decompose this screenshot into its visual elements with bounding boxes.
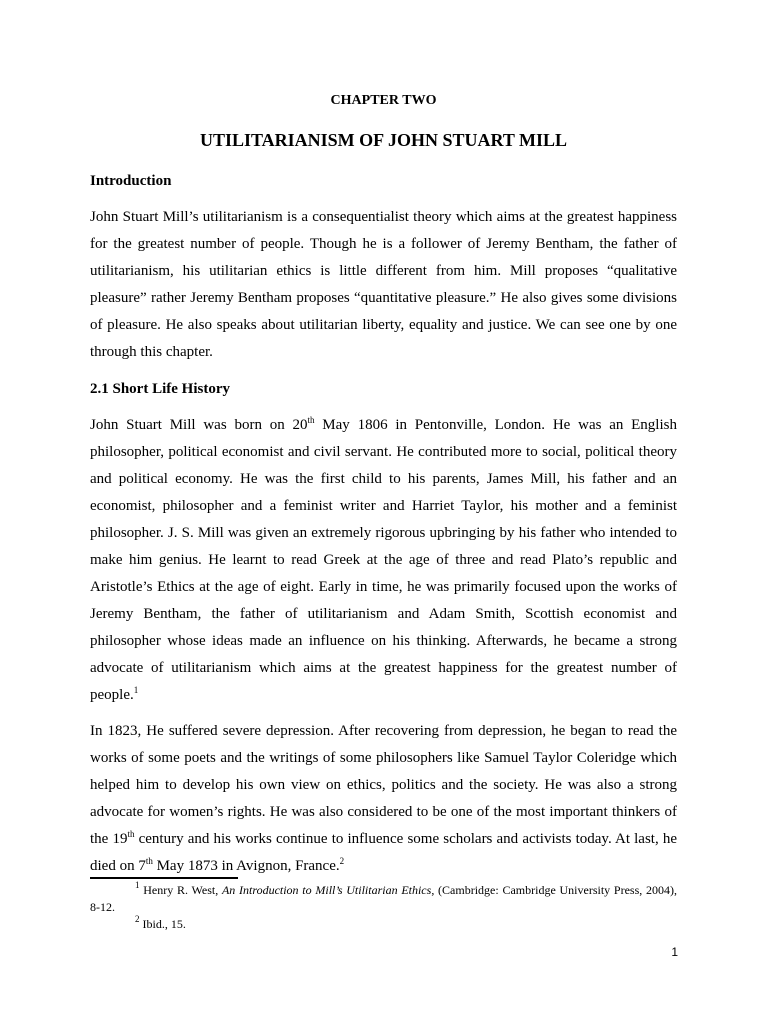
footnote-2 [90, 916, 677, 933]
life-history-paragraph-1 [90, 412, 677, 708]
footnote-text: Henry R. West, [139, 883, 222, 897]
footnote-text: Ibid., 15. [139, 917, 186, 931]
page-body [90, 90, 677, 880]
footnote-book-title: An Introduction to Mill’s Utilitarian Ethics [221, 883, 432, 897]
ordinal-suffix: th [145, 855, 153, 866]
ordinal-suffix: th [307, 415, 315, 426]
footnote-text: , (Cambridge: Cambridge University Press, 2004), 8-12. [90, 883, 677, 914]
chapter-label: CHAPTER TWO [330, 93, 437, 108]
introduction-paragraph: John Stuart Mill’s utilitarianism is a consequentialist theory which aims at the greatest happiness for the greatest number of people. Though he is a follower of Jeremy Bentham, the father of utilitarianism, his utilitarian ethics is little different from him. Mill proposes “qualitative pleasure” rather Jeremy Bentham proposes “quantitative pleasure.” He also gives some divisions of pleasure. He also speaks about utilitarian liberty, equality and justice. We can see one by one through this chapter. [90, 209, 677, 360]
introduction-heading: Introduction [90, 173, 172, 189]
footnote-reference: 1 [133, 684, 139, 695]
short-life-history-heading: 2.1 Short Life History [90, 381, 230, 398]
life-history-paragraph-2 [90, 718, 677, 879]
ordinal-suffix: th [127, 829, 135, 840]
paragraph-text: May 1806 in Pentonville, London. He was an English philosopher, political economist and civil servant. He contributed more to social, political theory and political economy. He was the first child to his parents, James Mill, his father and an economist, philosopher and a feminist writer and Harriet Taylor, his mother and a feminist philosopher. J. S. Mill was given an extremely rigorous upbringing by his father who intended to make him genius. He learnt to read Greek at the age of three and read Plato’s republic and Aristotle’s Ethics at the age of eight. Early in time, he was primarily focused upon the works of Jeremy Bentham, the father of utilitarianism and Adam Smith, Scottish economist and philosopher whose ideas made an influence on his thinking. Afterwards, he became a strong advocate of utilitarianism which aims at the greatest happiness for the greatest number of people. [90, 417, 677, 703]
paragraph-text: century and his works continue to influence some scholars and activists today. At last, he died on 7 [90, 831, 678, 874]
footnote-number: 2 [135, 914, 140, 924]
footnote-1 [90, 882, 677, 916]
chapter-title: UTILITARIANISM OF JOHN STUART MILL [199, 130, 568, 150]
paragraph-text: In 1823, He suffered severe depression. After recovering from depression, he began to read the works of some poets and the writings of some philosophers like Samuel Taylor Coleridge which helped him to develop his own view on ethics, politics and the society. He was also a strong advocate for women’s rights. He was also considered to be one of the most important thinkers of the 19 [90, 723, 677, 848]
footnote-number: 1 [135, 880, 140, 890]
paragraph-text: May 1873 in Avignon, France. [152, 857, 340, 874]
footnotes [90, 882, 677, 933]
page-number: 1 [671, 945, 678, 959]
footnote-reference: 2 [339, 855, 345, 866]
footnote-separator [90, 877, 238, 879]
paragraph-text: John Stuart Mill was born on 20 [90, 417, 308, 434]
